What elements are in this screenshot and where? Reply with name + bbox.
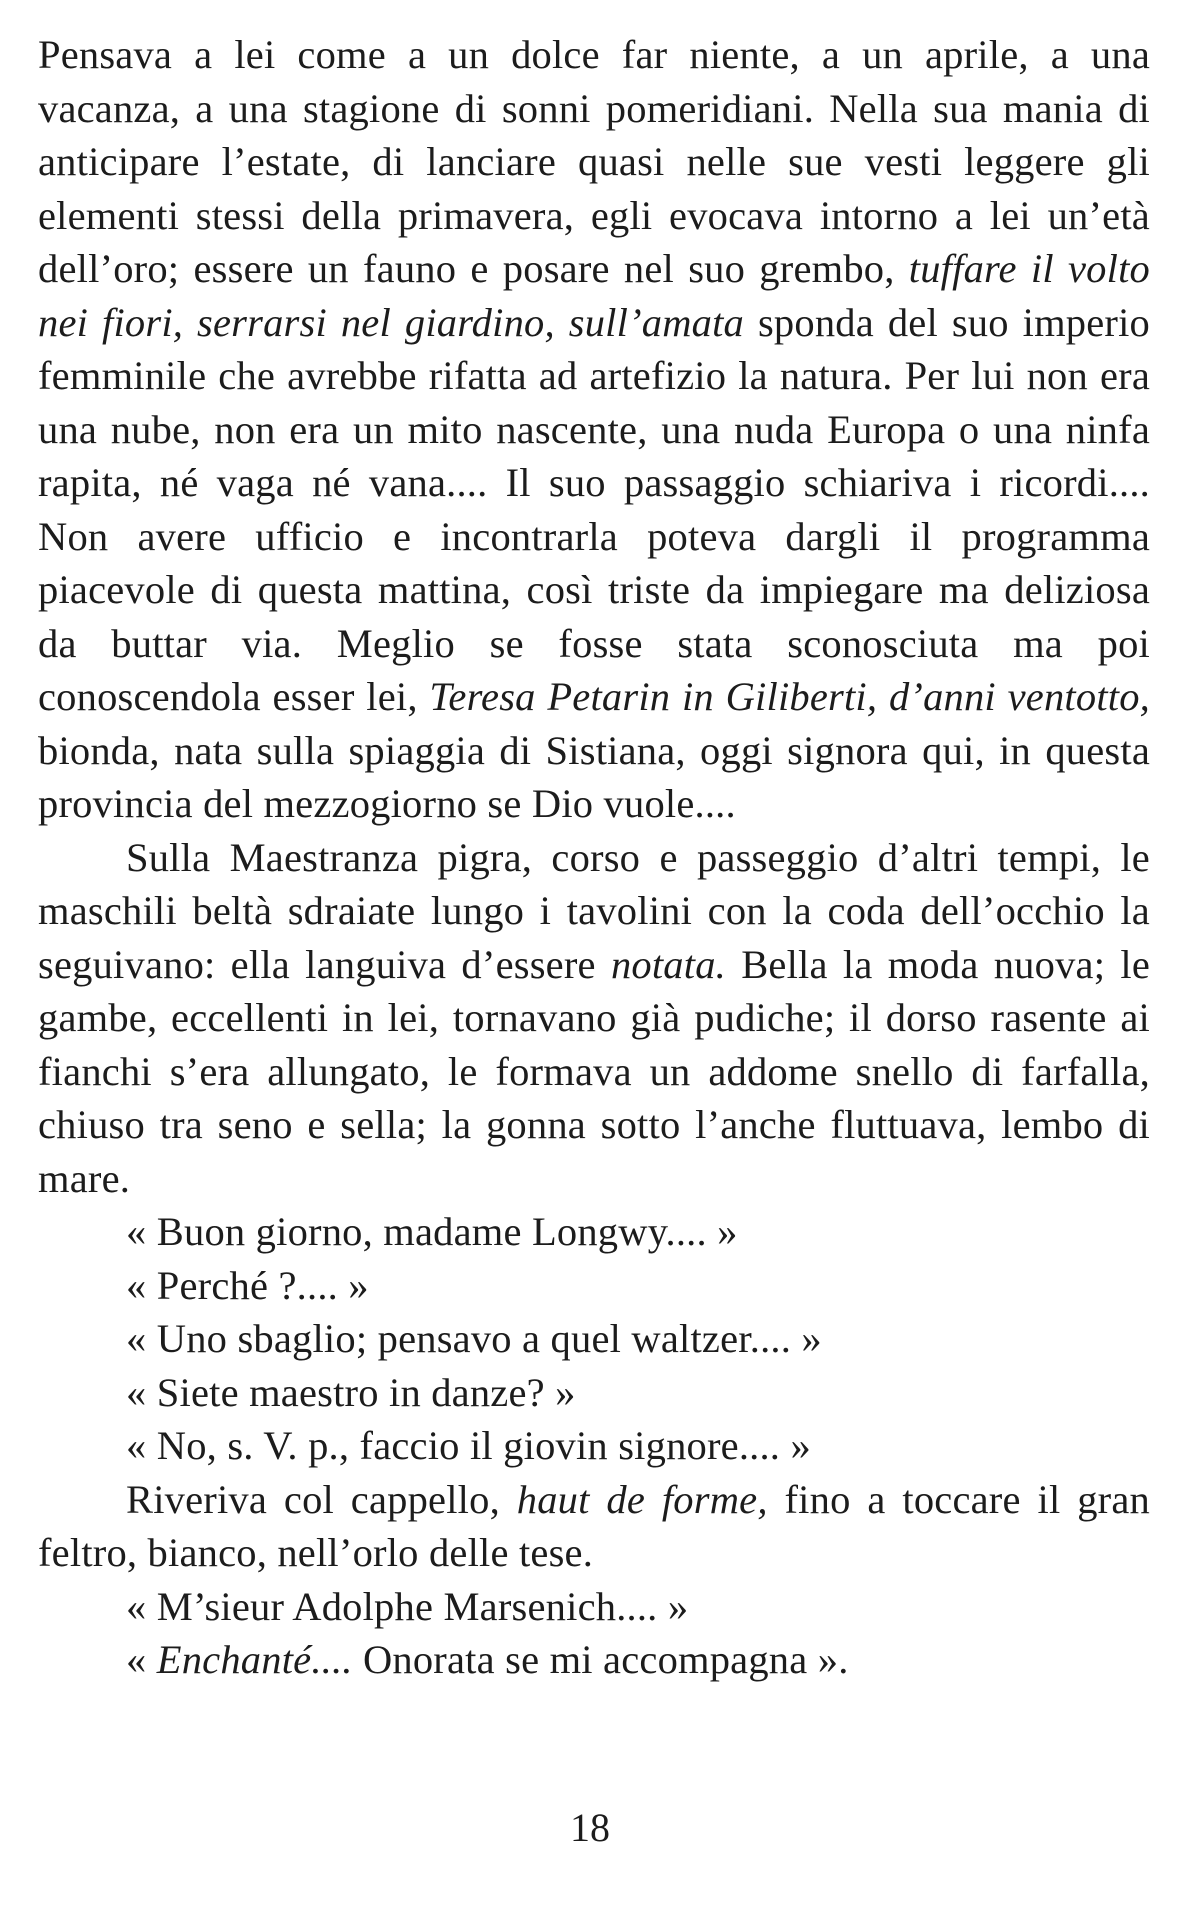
text-segment: sponda del suo imperio femminile che avrebbe rifatta ad artefizio la natura. Per lui non era una nube, non era un mito nascente, una nuda Europa o una ninfa rapita, né vaga né vana.... Il suo passaggio schiariva i ricordi.... Non avere ufficio e incontrarla poteva dargli il programma piacevole di questa mattina, così triste da impiegare ma deliziosa da buttar via. Meglio se fosse stata sconosciuta ma poi conoscendola esser lei, [38,299,1151,719]
text-segment: Riveriva col cappello, [126,1476,517,1522]
dialogue-line-7 [38,1633,1150,1687]
page-body [38,28,1150,1687]
italic-segment: Teresa Petarin in Giliberti, d’anni ventotto, [429,674,1150,719]
dialogue-line-3 [38,1312,1150,1366]
paragraph-1 [38,28,1150,831]
text-segment: Sulla Maestranza pigra, corso e passeggio d’altri tempi, le maschili beltà sdraiate lungo i tavolini con la coda dell’occhio la seguivano: ella languiva d’essere [38,834,1150,987]
italic-segment: Enchanté.... [156,1637,353,1682]
dialogue-line-2 [38,1259,1150,1313]
text-segment: Bella la moda nuova; le gambe, eccellenti in lei, tornavano già pudiche; il dorso rasente ai fianchi s’era allungato, le formava un addome snello di farfalla, chiuso tra seno e sella; la gonna sotto l’anche fluttuava, lembo di mare. [38,941,1150,1201]
dialogue-line-6 [38,1580,1150,1634]
paragraph-3 [38,1473,1150,1580]
text-segment: « No, s. V. p., faccio il giovin signore.... » [126,1423,811,1468]
dialogue-line-1 [38,1205,1150,1259]
text-segment: « M’sieur Adolphe Marsenich.... » [126,1583,689,1629]
page-number: 18 [570,1805,610,1850]
dialogue-line-4 [38,1366,1150,1420]
text-segment: Pensava a lei come a un dolce far niente, a un aprile, a una vacanza, a una stagione di sonni pomeridiani. Nella sua mania di anticipare l’estate, di lanciare quasi nelle sue vesti leggere gli elementi stessi della primavera, egli evocava intorno a lei un’età dell’oro; essere un fauno e posare nel suo grembo, [38,32,1150,291]
italic-segment: tuffare il volto nei fiori, serrarsi nel giardino, sull’amata [38,246,1150,345]
text-segment: « Perché ?.... » [126,1262,369,1308]
text-segment: « [126,1637,157,1682]
italic-segment: haut de forme, [516,1476,768,1522]
dialogue-line-5 [38,1419,1150,1473]
paragraph-2 [38,831,1150,1206]
text-segment: bionda, nata sulla spiaggia di Sistiana, oggi signora qui, in questa provincia del mezzogiorno se Dio vuole.... [38,727,1150,826]
text-segment: « Uno sbaglio; pensavo a quel waltzer.... » [126,1316,822,1361]
text-segment: « Buon giorno, madame Longwy.... » [126,1209,738,1254]
text-segment: « Siete maestro in danze? » [126,1369,576,1415]
text-segment: fino a toccare il gran feltro, bianco, nell’orlo delle tese. [38,1476,1150,1575]
text-segment: Onorata se mi accompagna ». [352,1637,849,1682]
italic-segment: notata. [610,941,726,987]
